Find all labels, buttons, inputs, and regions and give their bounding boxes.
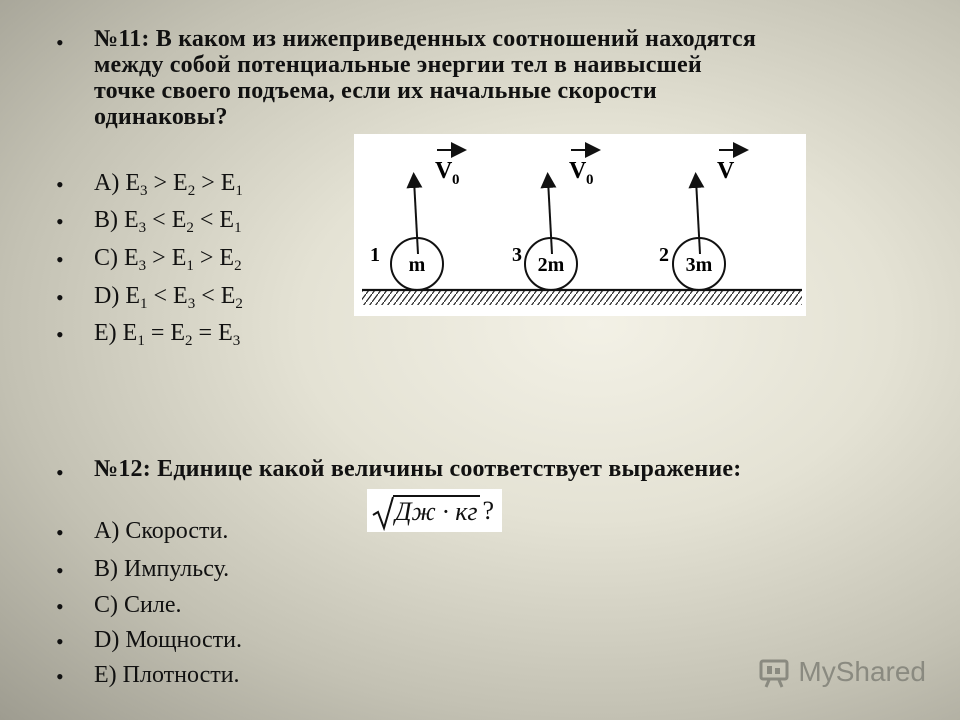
option-letter: B)	[94, 207, 118, 233]
title-line: №11: В каком из нижеприведенных соотношений находятся	[94, 26, 757, 52]
energy-symbol: E	[125, 283, 140, 309]
velocity-label: V	[435, 158, 453, 184]
energy-subscript: 1	[234, 220, 242, 236]
bullet: •	[56, 30, 64, 55]
energy-subscript: 2	[235, 296, 243, 312]
bullet: •	[56, 520, 64, 545]
option-q11-1	[94, 207, 242, 236]
energy-subscript: 1	[137, 333, 145, 349]
formula-question-mark: ?	[482, 496, 494, 525]
body-1	[370, 150, 460, 290]
option-letter: E)	[94, 320, 117, 346]
option-q11-0	[94, 170, 243, 199]
energy-symbol: E	[125, 170, 140, 196]
bullet: •	[56, 629, 64, 654]
bullet: •	[56, 558, 64, 583]
energy-symbol: < E	[146, 207, 187, 233]
velocity-subscript: 0	[586, 172, 594, 188]
option-q12-4: E) Плотности.	[94, 662, 240, 688]
bullet: •	[56, 209, 64, 234]
velocity-arrow	[696, 180, 700, 254]
energy-subscript: 1	[235, 183, 243, 199]
energy-subscript: 3	[138, 220, 147, 236]
energy-subscript: 2	[185, 333, 193, 349]
formula-expression: Дж · кг	[395, 497, 478, 526]
velocity-arrow	[548, 180, 552, 254]
velocity-label: V	[569, 158, 587, 184]
energy-symbol: < E	[147, 283, 188, 309]
option-q12-3: D) Мощности.	[94, 627, 242, 653]
question-12-title: №12: Единице какой величины соответствует выражение:	[94, 456, 742, 482]
velocity-subscript: 0	[452, 172, 460, 188]
energy-subscript: 3	[138, 258, 147, 274]
energy-symbol: > E	[146, 245, 187, 271]
title-line: одинаковы?	[94, 104, 228, 130]
bullet: •	[56, 285, 64, 310]
energy-subscript: 2	[186, 220, 194, 236]
energy-subscript: 2	[187, 183, 196, 199]
option-letter: C)	[94, 245, 118, 271]
mass-label: 2m	[537, 254, 565, 276]
option-q12-2: C) Силе.	[94, 592, 182, 618]
option-letter: A)	[94, 170, 120, 196]
energy-subscript: 3	[232, 333, 241, 349]
option-q12-0: A) Скорости.	[94, 518, 229, 544]
bodies-diagram	[354, 134, 806, 316]
energy-subscript: 2	[234, 258, 242, 274]
body-number: 2	[659, 244, 669, 266]
energy-symbol: > E	[193, 245, 235, 271]
bullet: •	[56, 664, 64, 689]
energy-subscript: 1	[140, 296, 148, 312]
energy-symbol: < E	[193, 207, 235, 233]
formula-box	[367, 489, 502, 532]
mass-label: 3m	[685, 254, 713, 276]
bullet: •	[56, 594, 64, 619]
title-line: между собой потенциальные энергии тел в наивысшей	[94, 52, 702, 78]
bullet: •	[56, 172, 64, 197]
energy-symbol: = E	[144, 320, 186, 346]
energy-subscript: 3	[140, 183, 148, 199]
bodies-diagram-svg	[354, 134, 806, 316]
energy-symbol: E	[124, 245, 139, 271]
watermark-text: MyShared	[798, 656, 926, 687]
body-number: 1	[370, 244, 380, 266]
title-line: точке своего подъема, если их начальные скорости	[94, 78, 657, 104]
velocity-label: V	[717, 158, 735, 184]
bullet: •	[56, 460, 64, 485]
ground-hatch	[362, 291, 802, 305]
myshared-watermark	[758, 654, 926, 690]
myshared-logo-icon	[758, 656, 792, 688]
question-11-title	[94, 26, 756, 130]
body-3	[659, 150, 741, 290]
bullet: •	[56, 247, 64, 272]
bullet: •	[56, 322, 64, 347]
energy-symbol: < E	[195, 283, 236, 309]
energy-subscript: 3	[187, 296, 196, 312]
option-q11-3	[94, 283, 243, 312]
energy-symbol: = E	[192, 320, 233, 346]
energy-symbol: > E	[195, 170, 236, 196]
energy-symbol: E	[122, 320, 138, 346]
option-letter: D)	[94, 283, 120, 309]
option-q11-2	[94, 245, 242, 274]
option-q12-1: B) Импульсу.	[94, 556, 230, 582]
energy-subscript: 1	[186, 258, 194, 274]
option-q11-4	[94, 320, 241, 349]
body-2	[512, 150, 594, 290]
velocity-arrow	[414, 180, 418, 254]
energy-symbol: > E	[147, 170, 188, 196]
mass-label: m	[408, 254, 426, 276]
energy-symbol: E	[124, 207, 139, 233]
body-number: 3	[512, 244, 522, 266]
